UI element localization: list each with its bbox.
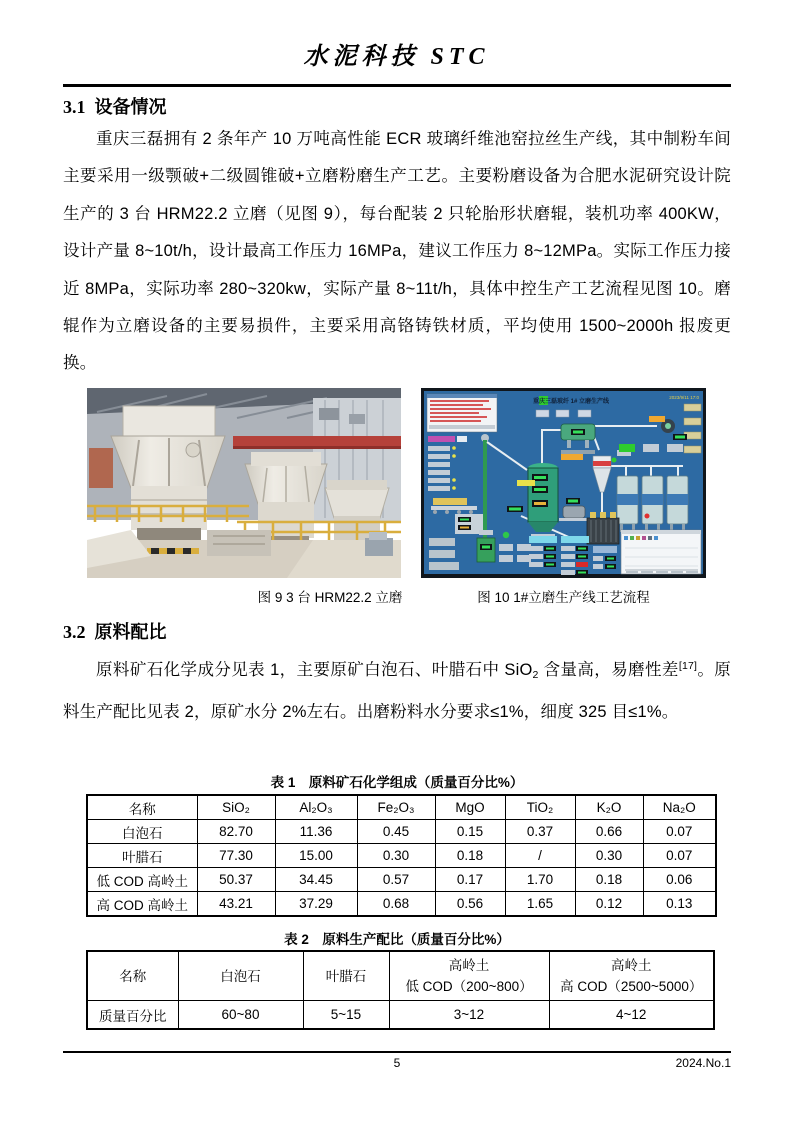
page-number: 5 [393, 1056, 401, 1070]
section-heading-3-2 [63, 618, 167, 644]
column-header: Fe₂O₃ [357, 795, 435, 820]
table-cell: 高 COD 高岭土 [87, 892, 197, 917]
table-cell: 60~80 [178, 1001, 303, 1030]
section-number: 3.2 [63, 622, 86, 642]
table-cell: 3~12 [389, 1001, 549, 1030]
table-cell: 0.57 [357, 868, 435, 892]
table-cell: 15.00 [275, 844, 357, 868]
column-header: 高岭土 高 COD（2500~5000） [549, 951, 714, 1001]
table-cell: 34.45 [275, 868, 357, 892]
table-cell: 0.07 [643, 844, 716, 868]
table-cell: 质量百分比 [87, 1001, 178, 1030]
table-cell: 0.68 [357, 892, 435, 917]
table-row [87, 844, 716, 868]
table-cell: 0.30 [575, 844, 643, 868]
table-cell: 0.37 [505, 820, 575, 844]
column-header: 高岭土 低 COD（200~800） [389, 951, 549, 1001]
column-header: SiO₂ [197, 795, 275, 820]
silo-status-labels [619, 444, 683, 452]
table-cell: 5~15 [303, 1001, 389, 1030]
table-cell: 11.36 [275, 820, 357, 844]
body-paragraph-raw-materials [63, 648, 731, 732]
bag-filter [587, 512, 619, 544]
table-cell: 白泡石 [87, 820, 197, 844]
table-cell: 0.12 [575, 892, 643, 917]
column-header: K₂O [575, 795, 643, 820]
paragraph-text: 含量高，易磨性差 [538, 661, 679, 679]
table-cell: 0.56 [435, 892, 505, 917]
table-row [87, 820, 716, 844]
table1-caption: 表 1 原料矿石化学组成（质量百分比%） [270, 775, 524, 790]
table-cell: 低 COD 高岭土 [87, 868, 197, 892]
silo-2 [642, 476, 663, 532]
figure10-dcs-screenshot [421, 388, 706, 578]
table-header-row [87, 795, 716, 820]
table-cell: 4~12 [549, 1001, 714, 1030]
chemical-subscript: 2 [532, 669, 539, 681]
section-heading-3-1 [63, 93, 167, 119]
table-cell: 1.65 [505, 892, 575, 917]
table-cell: 0.17 [435, 868, 505, 892]
table-cell: 叶腊石 [87, 844, 197, 868]
table-cell: 0.07 [643, 820, 716, 844]
table-cell: 0.18 [575, 868, 643, 892]
table-cell: 0.15 [435, 820, 505, 844]
table-cell: 82.70 [197, 820, 275, 844]
table-cell: 77.30 [197, 844, 275, 868]
table-cell: 37.29 [275, 892, 357, 917]
citation-superscript: [17] [678, 660, 698, 672]
table-cell: 0.66 [575, 820, 643, 844]
section-title: 设备情况 [94, 97, 167, 117]
dcs-timestamp: 2023/9/11 17:0 [669, 395, 699, 400]
table-cell: / [505, 844, 575, 868]
column-header: 叶腊石 [303, 951, 389, 1001]
table-row [87, 892, 716, 917]
column-header: 名称 [87, 951, 178, 1001]
table-cell: 50.37 [197, 868, 275, 892]
column-header: 白泡石 [178, 951, 303, 1001]
dcs-screen-title: 重庆三磊玻纤 1# 立磨生产线 [532, 399, 610, 405]
powder-silos [617, 476, 688, 532]
alarm-panel [427, 394, 497, 432]
table-header-row [87, 951, 714, 1001]
dcs-process-screen [421, 388, 706, 578]
table-cell: 43.21 [197, 892, 275, 917]
figure9-caption: 图 9 3 台 HRM22.2 立磨 [257, 590, 403, 605]
table1-ore-chemical-composition [86, 794, 717, 917]
paragraph-text: 原料矿石化学成分见表 1，主要原矿白泡石、叶腊石中 SiO [96, 661, 533, 679]
body-paragraph-equipment: 重庆三磊拥有 2 条年产 10 万吨高性能 ECR 玻璃纤维池窑拉丝生产线，其中制粉车间主要采用一级颚破+二级圆锥破+立磨粉磨生产工艺。主要粉磨设备为合肥水泥研究设计院生产的 3 台 HRM22.2 立磨（见图 9），每台配装 2 只轮胎形状磨辊，装机功率 400KW，设计产量 8~10t/h，设计最高工作压力 16MPa，建议工作压力 8~12MPa。实际工作压力接近 8MPa，实际功率 280~320kw，实际产量 8~11t/h，具体中控生产工艺流程见图 10。磨辊作为立磨设备的主要易损件，主要采用高铬铸铁材质，平均使用 1500~2000h 报废更换。 [63, 130, 731, 373]
header-rule [63, 84, 731, 87]
bottom-left-buttons [429, 538, 459, 570]
table-cell: 1.70 [505, 868, 575, 892]
trend-chart-panel [621, 530, 701, 574]
figure10-caption: 图 10 1#立磨生产线工艺流程 [477, 590, 650, 605]
issue-number: 2024.No.1 [675, 1056, 731, 1070]
footer-rule [63, 1051, 731, 1053]
table2-production-mix [86, 950, 715, 1030]
column-header: TiO₂ [505, 795, 575, 820]
table-row [87, 1001, 714, 1030]
silo-1 [617, 476, 638, 532]
journal-title: 水泥科技 STC [303, 44, 490, 70]
section-number: 3.1 [63, 97, 86, 117]
table-cell: 0.06 [643, 868, 716, 892]
section-title: 原料配比 [94, 622, 167, 642]
table-row [87, 868, 716, 892]
column-header: MgO [435, 795, 505, 820]
table-cell: 0.18 [435, 844, 505, 868]
hazard-stripes [147, 548, 199, 554]
table-cell: 0.13 [643, 892, 716, 917]
silo-3 [667, 476, 688, 532]
figure9-photo [87, 388, 401, 578]
paragraph-text: 。原料生产配比见表 2，原矿水分 2%左右。出磨粉料水分要求≤1%，细度 325 目≤1%。 [63, 661, 732, 722]
table-cell: 0.45 [357, 820, 435, 844]
column-header: Al₂O₃ [275, 795, 357, 820]
column-header: 名称 [87, 795, 197, 820]
mill-workshop-photo [87, 388, 401, 578]
screen-nav-buttons [536, 410, 591, 417]
overhead-crane-beam [233, 436, 401, 449]
table-cell: 0.30 [357, 844, 435, 868]
table2-caption: 表 2 原料生产配比（质量百分比%） [284, 932, 510, 947]
column-header: Na₂O [643, 795, 716, 820]
